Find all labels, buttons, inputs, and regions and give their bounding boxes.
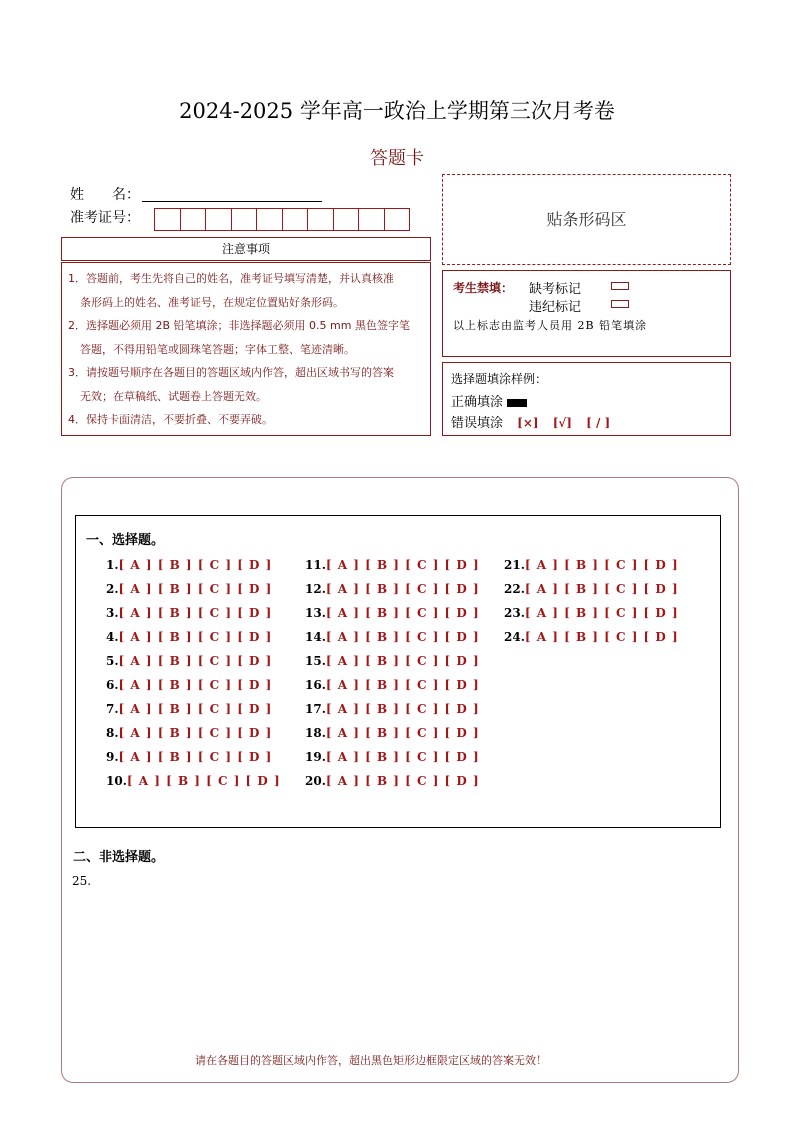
answer-bubbles[interactable]: [ A ] [ B ] [ C ] [ D ] <box>118 654 273 668</box>
notice-item <box>68 361 424 408</box>
filled-mark-icon <box>507 399 527 407</box>
exam-id-digit-box[interactable] <box>282 208 309 231</box>
question-number: 13. <box>305 606 326 620</box>
barcode-label: 贴条形码区 <box>546 210 627 229</box>
correct-sample <box>451 391 527 410</box>
question-row <box>305 726 480 740</box>
notice-line: 答题，不得用铅笔或圆珠笔答题；字体工整、笔迹清晰。 <box>80 342 355 356</box>
violation-mark-box[interactable] <box>611 300 629 308</box>
question-row <box>504 630 679 644</box>
answer-bubbles[interactable]: [ A ] [ B ] [ C ] [ D ] <box>118 606 273 620</box>
answer-bubbles[interactable]: [ A ] [ B ] [ C ] [ D ] <box>118 750 273 764</box>
notice-line: 1．答题前，考生先将自己的姓名，准考证号填写清楚，并认真核准 <box>68 272 394 285</box>
question-number: 16. <box>305 678 326 692</box>
answer-bubbles[interactable]: [ A ] [ B ] [ C ] [ D ] <box>325 702 480 716</box>
answer-bubbles[interactable]: [ A ] [ B ] [ C ] [ D ] <box>118 702 273 716</box>
notice-item <box>68 314 424 361</box>
question-row <box>504 558 679 572</box>
question-row <box>106 606 272 620</box>
notice-line: 2．选择题必须用 2B 铅笔填涂；非选择题必须用 0.5 mm 黑色签字笔 <box>68 319 410 332</box>
wrong-mark-cross: [×] <box>517 416 539 430</box>
question-number: 17. <box>305 702 326 716</box>
exam-id-digit-box[interactable] <box>307 208 334 231</box>
exam-id-digit-box[interactable] <box>358 208 385 231</box>
exam-id-digit-box[interactable] <box>333 208 360 231</box>
answer-bubbles[interactable]: [ A ] [ B ] [ C ] [ D ] <box>325 726 480 740</box>
answer-bubbles[interactable]: [ A ] [ B ] [ C ] [ D ] <box>118 582 273 596</box>
notice-line: 条形码上的姓名、准考证号，在规定位置贴好条形码。 <box>80 295 344 309</box>
answer-bubbles[interactable]: [ A ] [ B ] [ C ] [ D ] <box>118 726 273 740</box>
question-number: 21. <box>504 558 525 572</box>
question-number: 8. <box>106 726 119 740</box>
footer-warning: 请在各题目的答题区域内作答，超出黑色矩形边框限定区域的答案无效！ <box>195 1054 547 1067</box>
absent-mark-box[interactable] <box>611 282 629 290</box>
notice-line: 3．请按题号顺序在各题目的答题区域内作答，超出区域书写的答案 <box>68 366 394 379</box>
examinee-note: 以上标志由监考人员用 2B 铅笔填涂 <box>453 319 648 332</box>
notice-item <box>68 408 424 432</box>
question-row <box>305 606 480 620</box>
exam-id-boxes <box>155 208 410 231</box>
exam-id-digit-box[interactable] <box>154 208 181 231</box>
wrong-mark-slash: [ / ] <box>586 416 611 430</box>
answer-bubbles[interactable]: [ A ] [ B ] [ C ] [ D ] <box>524 582 679 596</box>
name-label: 姓 名： <box>70 187 140 203</box>
question-number: 22. <box>504 582 525 596</box>
answer-bubbles[interactable]: [ A ] [ B ] [ C ] [ D ] <box>118 630 273 644</box>
question-row <box>504 582 679 596</box>
question-row <box>106 654 272 668</box>
exam-id-digit-box[interactable] <box>180 208 207 231</box>
sample-title: 选择题填涂样例： <box>451 372 548 386</box>
answer-bubbles[interactable]: [ A ] [ B ] [ C ] [ D ] <box>325 630 480 644</box>
question-number: 5. <box>106 654 119 668</box>
answer-bubbles[interactable]: [ A ] [ B ] [ C ] [ D ] <box>325 654 480 668</box>
page-subtitle: 答题卡 <box>370 148 424 169</box>
multiple-choice-box <box>75 515 721 828</box>
examinee-restricted-box <box>442 270 731 357</box>
question-row <box>305 654 480 668</box>
exam-id-digit-box[interactable] <box>205 208 232 231</box>
question-number: 15. <box>305 654 326 668</box>
fill-sample-box <box>442 362 731 436</box>
exam-id-label: 准考证号： <box>70 210 140 226</box>
answer-bubbles[interactable]: [ A ] [ B ] [ C ] [ D ] <box>524 606 679 620</box>
notice-line: 4．保持卡面清洁，不要折叠、不要弄破。 <box>68 413 273 426</box>
question-row <box>305 774 480 788</box>
question-25-label: 25. <box>72 874 92 888</box>
question-number: 23. <box>504 606 525 620</box>
question-row <box>106 582 272 596</box>
question-row <box>106 702 272 716</box>
correct-label: 正确填涂 <box>451 395 504 410</box>
answer-bubbles[interactable]: [ A ] [ B ] [ C ] [ D ] <box>524 630 679 644</box>
question-row <box>106 774 281 788</box>
exam-id-digit-box[interactable] <box>256 208 283 231</box>
question-number: 6. <box>106 678 119 692</box>
question-row <box>106 726 272 740</box>
question-number: 3. <box>106 606 119 620</box>
question-number: 1. <box>106 558 119 572</box>
answer-bubbles[interactable]: [ A ] [ B ] [ C ] [ D ] <box>126 774 281 788</box>
question-number: 9. <box>106 750 119 764</box>
question-number: 19. <box>305 750 326 764</box>
question-row <box>106 630 272 644</box>
question-row <box>305 702 480 716</box>
question-row <box>106 558 272 572</box>
question-number: 18. <box>305 726 326 740</box>
question-row <box>305 678 480 692</box>
answer-bubbles[interactable]: [ A ] [ B ] [ C ] [ D ] <box>118 558 273 572</box>
question-number: 14. <box>305 630 326 644</box>
question-row <box>106 750 272 764</box>
answer-bubbles[interactable]: [ A ] [ B ] [ C ] [ D ] <box>325 774 480 788</box>
page-title: 2024-2025 学年高一政治上学期第三次月考卷 <box>179 99 615 123</box>
question-number: 7. <box>106 702 119 716</box>
exam-id-digit-box[interactable] <box>231 208 258 231</box>
notice-line: 无效；在草稿纸、试题卷上答题无效。 <box>80 389 267 403</box>
wrong-mark-check: [√] <box>552 416 572 430</box>
question-number: 24. <box>504 630 525 644</box>
name-field[interactable] <box>142 201 322 202</box>
question-number: 4. <box>106 630 119 644</box>
question-row <box>305 558 480 572</box>
barcode-area <box>442 174 731 265</box>
question-row <box>504 606 679 620</box>
question-row <box>106 678 272 692</box>
question-row <box>305 582 480 596</box>
notice-box <box>61 262 431 436</box>
answer-bubbles[interactable]: [ A ] [ B ] [ C ] [ D ] <box>524 558 679 572</box>
answer-bubbles[interactable]: [ A ] [ B ] [ C ] [ D ] <box>325 558 480 572</box>
answer-bubbles[interactable]: [ A ] [ B ] [ C ] [ D ] <box>325 750 480 764</box>
exam-id-digit-box[interactable] <box>384 208 411 231</box>
question-number: 12. <box>305 582 326 596</box>
wrong-label: 错误填涂 <box>451 416 504 431</box>
answer-bubbles[interactable]: [ A ] [ B ] [ C ] [ D ] <box>118 678 273 692</box>
notice-heading: 注意事项 <box>61 237 431 261</box>
absent-label: 缺考标记 <box>529 282 582 297</box>
section1-title: 一、选择题。 <box>86 533 165 548</box>
answer-bubbles[interactable]: [ A ] [ B ] [ C ] [ D ] <box>325 678 480 692</box>
answer-bubbles[interactable]: [ A ] [ B ] [ C ] [ D ] <box>325 582 480 596</box>
notice-item <box>68 267 424 314</box>
question-number: 20. <box>305 774 326 788</box>
question-number: 10. <box>106 774 127 788</box>
answer-bubbles[interactable]: [ A ] [ B ] [ C ] [ D ] <box>325 606 480 620</box>
violation-label: 违纪标记 <box>529 300 582 315</box>
question-row <box>305 750 480 764</box>
wrong-sample <box>451 412 610 431</box>
question-number: 2. <box>106 582 119 596</box>
examinee-label: 考生禁填： <box>453 281 514 295</box>
question-row <box>305 630 480 644</box>
section2-title: 二、非选择题。 <box>73 850 165 865</box>
question-number: 11. <box>305 558 326 572</box>
